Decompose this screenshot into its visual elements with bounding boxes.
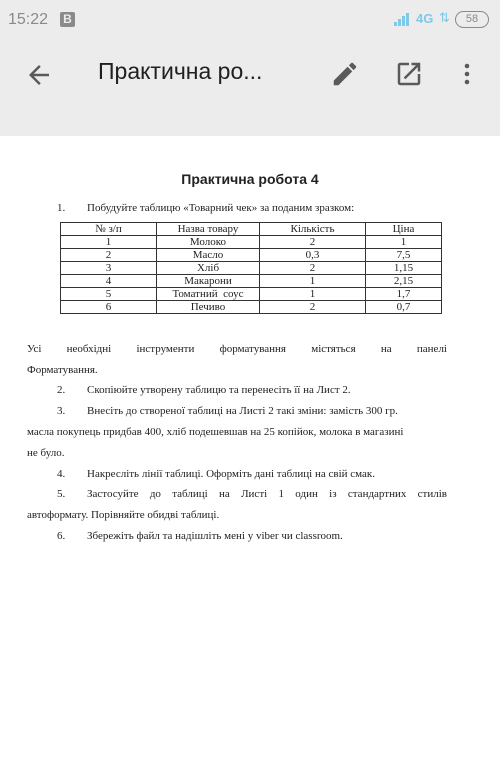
arrow-back-icon[interactable] — [24, 60, 54, 90]
task-1 — [57, 202, 354, 214]
more-vert-icon[interactable] — [457, 59, 477, 89]
data-activity-icon: ⇅ — [439, 10, 450, 25]
task-4-text: Накресліть лінії таблиці. Оформіть дані таблиці на свій смак. — [87, 468, 376, 480]
task-4 — [27, 464, 447, 485]
table-row — [61, 249, 442, 262]
notification-app-icon: B — [60, 12, 75, 27]
task-2 — [27, 380, 447, 401]
table-cell: Печиво — [157, 301, 260, 314]
table-cell: 7,5 — [366, 249, 442, 262]
table-cell: 2 — [61, 249, 157, 262]
open-external-icon[interactable] — [394, 59, 424, 89]
task-2-text: Скопіюйте утворену таблицю та перенесіть її на Лист 2. — [87, 384, 351, 396]
network-type: 4G — [416, 11, 434, 26]
table-cell: 2 — [260, 301, 366, 314]
header-cell: Ціна — [366, 223, 442, 236]
task-1-number: 1. — [57, 202, 66, 214]
table-cell: Масло — [157, 249, 260, 262]
table-cell: 4 — [61, 275, 157, 288]
document-title: Практична робота 4 — [181, 171, 319, 187]
table-cell: 0,7 — [366, 301, 442, 314]
table-cell: 2 — [260, 236, 366, 249]
task-3-number: 3. — [57, 405, 66, 417]
battery-icon: 58 — [455, 11, 489, 28]
table-cell: 1 — [366, 236, 442, 249]
table-cell: 6 — [61, 301, 157, 314]
table-cell: 1,7 — [366, 288, 442, 301]
task-5-number: 5. — [57, 488, 66, 500]
task-3-text: Внесіть до створеної таблиці на Листі 2 такі зміни: замість 300 гр. — [87, 405, 398, 417]
table-cell: 1 — [61, 236, 157, 249]
table-cell: 5 — [61, 288, 157, 301]
pencil-icon[interactable] — [330, 59, 360, 89]
table-cell: Макарони — [157, 275, 260, 288]
separator — [0, 110, 500, 136]
task-1-text: Побудуйте таблицю «Товарний чек» за поданим зразком: — [87, 202, 355, 214]
task-6-number: 6. — [57, 530, 66, 542]
signal-icon — [394, 12, 412, 26]
status-time: 15:22 — [8, 11, 49, 28]
table-cell: 1 — [260, 288, 366, 301]
table-row — [61, 236, 442, 249]
table-row — [61, 275, 442, 288]
header-cell: Назва товару — [157, 223, 260, 236]
note-line-1: Усі необхідні інструменти форматування містяться на панелі — [27, 343, 447, 355]
table-cell: 3 — [61, 262, 157, 275]
table-cell: 2,15 — [366, 275, 442, 288]
table-cell: 1,15 — [366, 262, 442, 275]
task-5-line-2: автоформату. Порівняйте обидві таблиці. — [27, 509, 220, 521]
document-page — [0, 136, 500, 761]
table-header-row — [61, 223, 442, 236]
task-3-line-2: масла покупець придбав 400, хліб подешевшав на 25 копійок, молока в магазині — [27, 426, 404, 438]
table-row — [61, 262, 442, 275]
task-5 — [27, 484, 447, 505]
table-cell: Томатний соус — [157, 288, 260, 301]
table-cell: 1 — [260, 275, 366, 288]
table-row — [61, 301, 442, 314]
task-6-text: Збережіть файл та надішліть мені у viber чи classroom. — [87, 530, 343, 542]
header-cell: № з/п — [61, 223, 157, 236]
note-line-2: Форматування. — [27, 364, 98, 376]
table-cell: 2 — [260, 262, 366, 275]
table-cell: Молоко — [157, 236, 260, 249]
task-3-line-3: не було. — [27, 447, 65, 459]
task-6 — [27, 526, 447, 547]
table-cell: Хліб — [157, 262, 260, 275]
task-5-text: Застосуйте до таблиці на Листі 1 один із стандартних стилів — [87, 488, 447, 500]
receipt-table — [60, 222, 442, 314]
task-4-number: 4. — [57, 468, 66, 480]
header-cell: Кількість — [260, 223, 366, 236]
status-bar — [0, 0, 500, 40]
table-row — [61, 288, 442, 301]
page-title: Практична ро... — [98, 58, 263, 84]
app-bar — [0, 40, 500, 110]
task-2-number: 2. — [57, 384, 66, 396]
task-3 — [27, 401, 447, 422]
table-cell: 0,3 — [260, 249, 366, 262]
